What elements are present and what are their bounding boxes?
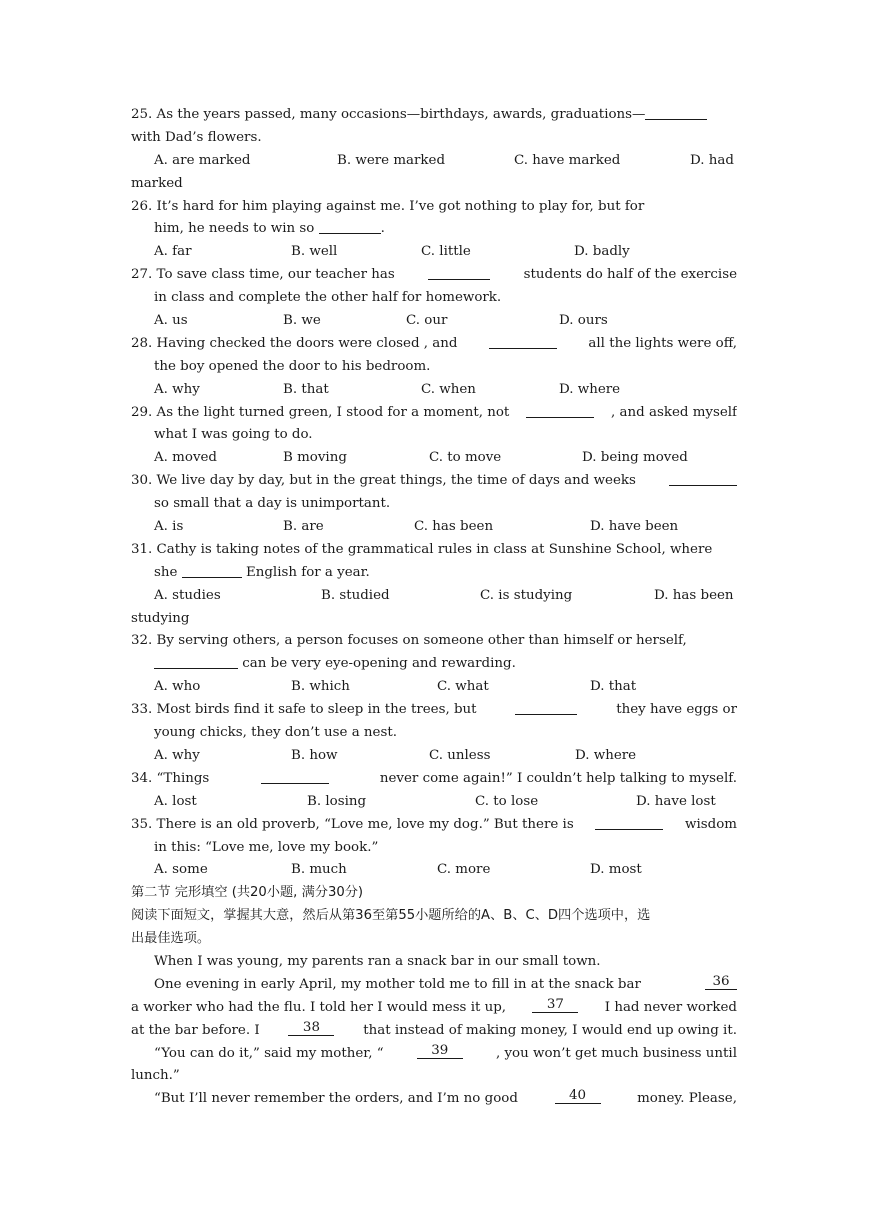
question-35-options <box>131 859 737 882</box>
option-c: C. unless <box>429 747 491 763</box>
question-29-line-1: 29. As the light turned green, I stood for a moment, not , and asked myself <box>131 402 737 425</box>
question-34-options <box>131 791 737 814</box>
option-b: B moving <box>283 450 347 466</box>
option-b: B. much <box>291 862 347 878</box>
cloze-blank-40: 40 <box>555 1088 601 1104</box>
answer-blank <box>428 264 490 280</box>
option-a: A. studies <box>154 587 221 603</box>
option-c: C. is studying <box>480 587 573 603</box>
option-c: C. has been <box>414 519 494 535</box>
question-35-stem: 35. There is an old proverb, “Love me, love my dog.” But there is <box>131 816 574 832</box>
question-33-options <box>131 745 737 768</box>
option-a: A. are marked <box>154 152 251 168</box>
option-a: A. why <box>154 747 200 763</box>
option-d: D. where <box>575 747 637 763</box>
option-c: C. little <box>421 244 471 260</box>
answer-blank <box>595 814 663 830</box>
exam-page <box>131 104 737 1111</box>
section-instructions-line-1: 阅读下面短文，掌握其大意，然后从第36至第55小题所给的A、B、C、D四个选项中，选 <box>131 908 651 924</box>
cloze-blank-39: 39 <box>417 1043 463 1059</box>
option-c: C. what <box>437 679 489 695</box>
option-d: D. most <box>590 862 642 878</box>
question-25-line-1 <box>131 104 737 127</box>
question-26-line-1 <box>131 196 737 219</box>
question-30-options <box>131 516 737 539</box>
passage-line-5: “You can do it,” said my mother, “ 39 , you won’t get much business until <box>154 1042 737 1061</box>
question-26-stem: 26. It’s hard for him playing against me. I’ve got nothing to play for, but for <box>131 198 645 214</box>
passage-paragraph-1: When I was young, my parents ran a snack bar in our small town. <box>154 953 601 969</box>
option-d: D. being moved <box>582 450 688 466</box>
option-b: B. studied <box>321 587 390 603</box>
option-a: A. is <box>154 519 184 535</box>
passage-line-6: lunch.” <box>131 1068 180 1084</box>
passage-line-4: at the bar before. I 38 that instead of making money, I would end up owing it. <box>131 1019 737 1038</box>
question-30-stem: 30. We live day by day, but in the great things, the time of days and weeks <box>131 473 636 489</box>
option-d: D. have lost <box>636 793 716 809</box>
passage-line-7: “But I’ll never remember the orders, and I’m no good 40 money. Please, <box>154 1088 737 1107</box>
answer-blank <box>261 768 329 784</box>
question-30-line-2: so small that a day is unimportant. <box>154 496 391 512</box>
question-28-line-2: the boy opened the door to his bedroom. <box>154 358 431 374</box>
option-b: B. how <box>291 747 338 763</box>
option-d: D. where <box>559 381 621 397</box>
question-31-line-1 <box>131 539 737 562</box>
answer-blank <box>154 653 238 669</box>
option-d: D. that <box>590 679 637 695</box>
question-26-options <box>131 241 737 264</box>
option-b: B. that <box>283 381 329 397</box>
answer-blank <box>645 104 707 120</box>
question-32-line-1 <box>131 630 737 653</box>
option-c: C. more <box>437 862 491 878</box>
option-b: B. we <box>283 313 321 329</box>
option-a: A. lost <box>154 793 197 809</box>
question-33-line-1: 33. Most birds find it safe to sleep in the trees, but they have eggs or <box>131 699 737 722</box>
answer-blank <box>526 402 594 418</box>
option-c: C. when <box>421 381 476 397</box>
question-34-stem: 34. “Things <box>131 770 210 786</box>
passage-line-3: a worker who had the flu. I told her I would mess it up, 37 I had never worked <box>131 996 737 1015</box>
cloze-blank-37: 37 <box>532 997 578 1013</box>
option-a: A. why <box>154 381 200 397</box>
option-d: D. has been <box>654 587 734 603</box>
question-27-line-2: in class and complete the other half for homework. <box>154 290 502 306</box>
question-35-line-2: in this: “Love me, love my book.” <box>154 839 379 855</box>
option-c: C. have marked <box>514 152 621 168</box>
option-d: D. ours <box>559 313 608 329</box>
option-b: B. losing <box>307 793 367 809</box>
option-c: C. to move <box>429 450 502 466</box>
section-heading: 第二节 完形填空 (共20小题, 满分30分) <box>131 885 364 901</box>
answer-blank <box>489 333 557 349</box>
question-27-stem: 27. To save class time, our teacher has <box>131 267 395 283</box>
question-33-line-2: young chicks, they don’t use a nest. <box>154 725 397 741</box>
question-31-options <box>131 585 737 608</box>
section-instructions-line-2: 出最佳选项。 <box>131 931 211 947</box>
question-29-line-2: what I was going to do. <box>154 427 313 443</box>
option-d: D. badly <box>574 244 630 260</box>
question-31-line-2: she English for a year. <box>131 562 737 585</box>
question-25-line-3: marked <box>131 175 183 191</box>
question-32-line-2: can be very eye-opening and rewarding. <box>131 653 737 676</box>
question-29-stem: 29. As the light turned green, I stood for a moment, not <box>131 404 510 420</box>
option-d: D. have been <box>590 519 679 535</box>
answer-blank <box>669 470 737 486</box>
cloze-blank-36: 36 <box>705 974 737 990</box>
question-31-stem: 31. Cathy is taking notes of the grammatical rules in class at Sunshine School, where <box>131 541 713 557</box>
option-b: B. which <box>291 679 350 695</box>
question-27-line-1: 27. To save class time, our teacher has students do half of the exercise <box>131 264 737 287</box>
cloze-blank-38: 38 <box>288 1020 334 1036</box>
question-26-line-2: him, he needs to win so . <box>131 218 737 241</box>
question-25-line-2: with Dad’s flowers. <box>131 129 262 145</box>
option-b: B. are <box>283 519 324 535</box>
answer-blank <box>182 562 242 578</box>
option-a: A. us <box>154 313 188 329</box>
option-c: C. our <box>406 313 448 329</box>
question-32-options <box>131 676 737 699</box>
passage-line-2: One evening in early April, my mother told me to fill in at the snack bar 36 <box>131 974 737 997</box>
option-a: A. moved <box>154 450 218 466</box>
option-a: A. some <box>154 862 208 878</box>
question-31-line-3: studying <box>131 610 190 626</box>
option-b: B. were marked <box>337 152 446 168</box>
question-25-options <box>131 150 737 173</box>
question-28-line-1: 28. Having checked the doors were closed , and all the lights were off, <box>131 333 737 356</box>
question-32-stem: 32. By serving others, a person focuses on someone other than himself or herself, <box>131 633 687 649</box>
question-28-options <box>131 379 737 402</box>
answer-blank <box>515 699 577 715</box>
question-30-line-1 <box>131 470 737 493</box>
option-b: B. well <box>291 244 338 260</box>
answer-blank <box>319 218 381 234</box>
option-d: D. had <box>690 152 734 168</box>
question-28-stem: 28. Having checked the doors were closed , and <box>131 335 458 351</box>
question-27-options <box>131 310 737 333</box>
question-35-line-1: 35. There is an old proverb, “Love me, love my dog.” But there is wisdom <box>131 814 737 837</box>
question-25-stem: 25. As the years passed, many occasions—birthdays, awards, graduations— <box>131 107 646 122</box>
option-c: C. to lose <box>475 793 539 809</box>
question-34-line-1: 34. “Things never come again!” I couldn’t help talking to myself. <box>131 768 737 791</box>
question-33-stem: 33. Most birds find it safe to sleep in the trees, but <box>131 702 477 718</box>
option-a: A. who <box>154 679 201 695</box>
question-29-options <box>131 447 737 470</box>
option-a: A. far <box>154 244 192 260</box>
